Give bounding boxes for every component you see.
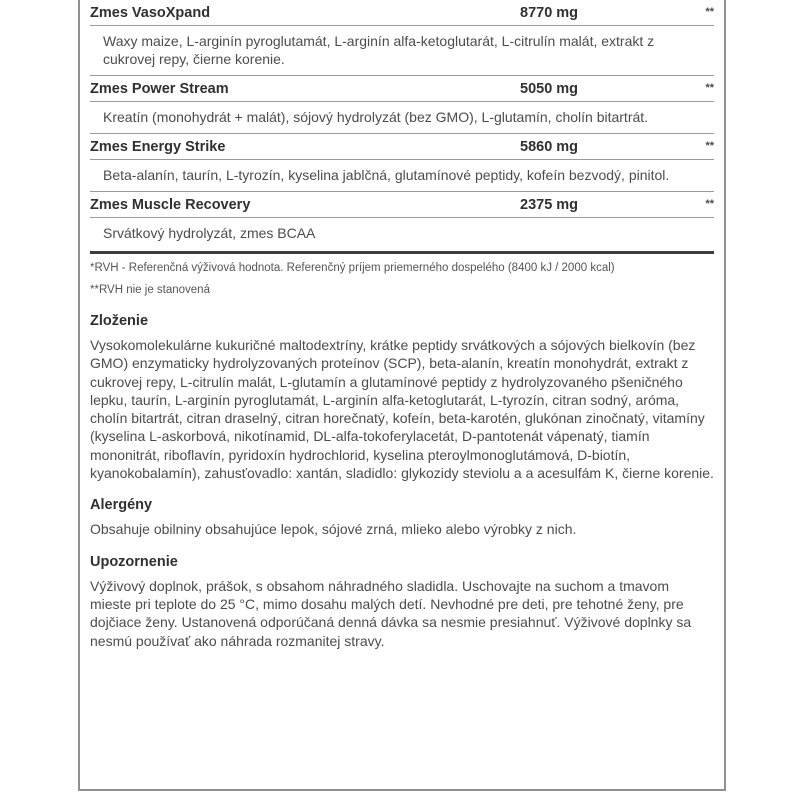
table-row xyxy=(90,134,714,160)
blend-note: ** xyxy=(705,198,714,210)
blend-ingredients: Kreatín (monohydrát + malát), sójový hydrolyzát (bez GMO), L-glutamín, cholín bitartrát. xyxy=(90,102,714,134)
blend-note: ** xyxy=(705,140,714,152)
allergens-text: Obsahuje obilniny obsahujúce lepok, sójové zrná, mlieko alebo výrobky z nich. xyxy=(90,521,577,538)
blend-amount: 8770 mg xyxy=(520,5,579,21)
blend-name: Zmes VasoXpand xyxy=(90,5,211,21)
warning-text: Výživový doplnok, prášok, s obsahom náhradného sladidla. Uschovajte na suchom a tmavom mieste pri teplote do 25 °C, mimo dosahu malých detí. Nevhodné pre deti, pre tehotné ženy, pre dojčiace ženy. Ustanovená odporúčaná denná dávka sa nesmie presiahnuť. Výživové doplnky sa nesmú používať ako náhrada rozmanitej stravy. xyxy=(90,577,692,649)
table-row xyxy=(90,192,714,218)
blend-ingredients: Beta-alanín, taurín, L-tyrozín, kyselina jablčná, glutamínové peptidy, kofeín bezvodý, pinitol. xyxy=(90,160,714,192)
blend-ingredients: Waxy maize, L-arginín pyroglutamát, L-arginín alfa-ketoglutarát, L-citrulín malát, extrakt z cukrovej repy, čierne korenie. xyxy=(90,26,714,76)
supplement-label-sheet xyxy=(78,0,726,791)
composition-text: Vysokomolekulárne kukuričné maltodextríny, krátke peptidy srvátkových a sójových bielkovín (bez GMO) enzymaticky hydrolyzovaných proteínov (SCP), beta-alanín, kreatín monohydrát, extrakt z cukrovej repy, L-citrulín malát, L-glutamín a glutamínové peptidy z hydrolyzovaného pšeničného lepku, taurín, L-arginín pyroglutamát, L-arginín alfa-ketoglutarát, L-tyrozín, citran sodný, aróma, cholín bitartrát, citran draselný, citran horečnatý, kofeín, beta-karotén, glukónan zinočnatý, vitamíny (kyselina L-askorbová, nikotínamid, DL-alfa-tokoferylacetát, D-pantotenát vápenatý, tiamín mononitrát, riboflavín, pyridoxín hydrochlorid, kyselina pteroylmonoglutámová, D-biotín, kyanokobalamín), zahusťovadlo: xantán, sladidlo: glykozidy steviolu a a acesulfám K, čierne korenie. xyxy=(90,337,714,482)
blend-note: ** xyxy=(705,6,714,18)
footnote-rvh-defined: *RVH - Referenčná výživová hodnota. Referenčný príjem priemerného dospelého (8400 kJ / 2000 kcal) xyxy=(90,262,615,274)
blend-name: Zmes Power Stream xyxy=(90,81,229,97)
blend-name: Zmes Muscle Recovery xyxy=(90,197,251,213)
composition-heading: Zloženie xyxy=(90,313,149,329)
blend-amount: 2375 mg xyxy=(520,197,579,213)
blend-ingredients: Srvátkový hydrolyzát, zmes BCAA xyxy=(90,218,714,254)
table-row xyxy=(90,0,714,26)
allergens-heading: Alergény xyxy=(90,497,153,514)
table-row xyxy=(90,76,714,102)
footnote-rvh-not-set: **RVH nie je stanovená xyxy=(90,284,210,296)
blend-amount: 5860 mg xyxy=(520,139,579,155)
warning-heading: Upozornenie xyxy=(90,553,178,570)
blend-note: ** xyxy=(705,82,714,94)
blend-amount: 5050 mg xyxy=(520,81,579,97)
blend-name: Zmes Energy Strike xyxy=(90,139,226,155)
